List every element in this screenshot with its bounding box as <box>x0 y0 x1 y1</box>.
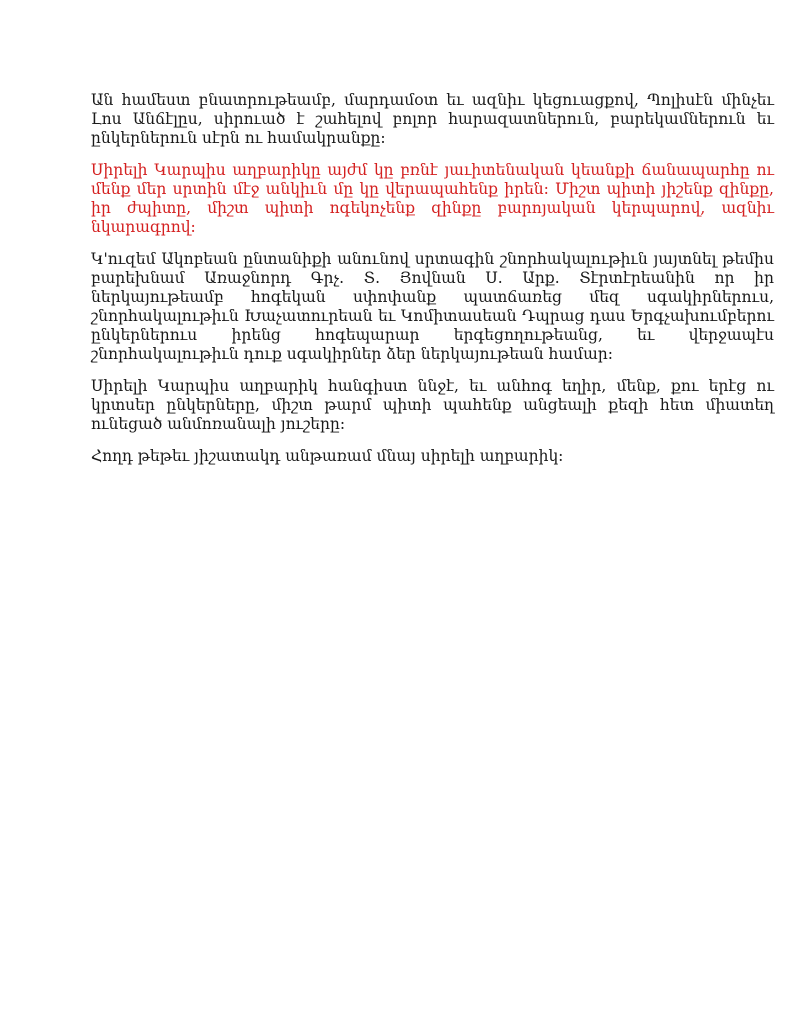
paragraph-closing: Հողդ թեթեւ յիշատակդ անթառամ մնայ սիրելի աղբարիկ։ <box>91 447 564 465</box>
paragraph-intro: Ան համեստ բնատրութեամբ, մարդամօտ եւ ազնիւ կեցուացքով, Պոլիսէն մինչեւ Լոս Անճէլըս, սիրուած է շահելով բոլոր հարազատներուն, բարեկամներուն եւ ընկերներուն սէրն ու համակրանքը։ <box>91 91 774 147</box>
document-page <box>91 91 774 479</box>
paragraph-farewell: Սիրելի Կարպիս աղբարիկ հանգիստ ննջէ, եւ անհոգ եղիր, մենք, քու երէց ու կրտսեր ընկերները, միշտ թարմ պիտի պահենք անցեալի քեզի հետ միատեղ ունեցած անմոռանալի յուշերը։ <box>91 377 774 433</box>
paragraph-tribute-highlighted: Սիրելի Կարպիս աղբարիկը այժմ կը բռնէ յաւիտենական կեանքի ճանապարհը ու մենք մեր սրտին մէջ անկիւն մը կը վերապահենք իրեն։ Միշտ պիտի յիշենք զինքը, իր ժպիտը, միշտ պիտի ոգեկոչենք զինքը բարոյական կերպարով, ազնիւ նկարագրով։ <box>91 161 774 236</box>
paragraph-thanks: Կ'ուզեմ Ակոբեան ընտանիքի անունով սրտագին շնորհակալութիւն յայտնել թեմիս բարեխնամ Առաջնորդ Գրչ. Տ. Յովնան Ս. Արք. Տէրտէրեանին որ իր ներկայութեամբ հոգեկան սփոփանք պատճառեց մեզ սգակիրներուս, շնորհակալութիւն Խաչատուրեան եւ Կոմիտասեան Դպրաց դաս Երգչախումբերու ընկերներուս իրենց հոգեպարար երգեցողութեանց, եւ վերջապէս շնորհակալութիւն դուք սգակիրներ ձեր ներկայութեան համար։ <box>91 250 774 363</box>
